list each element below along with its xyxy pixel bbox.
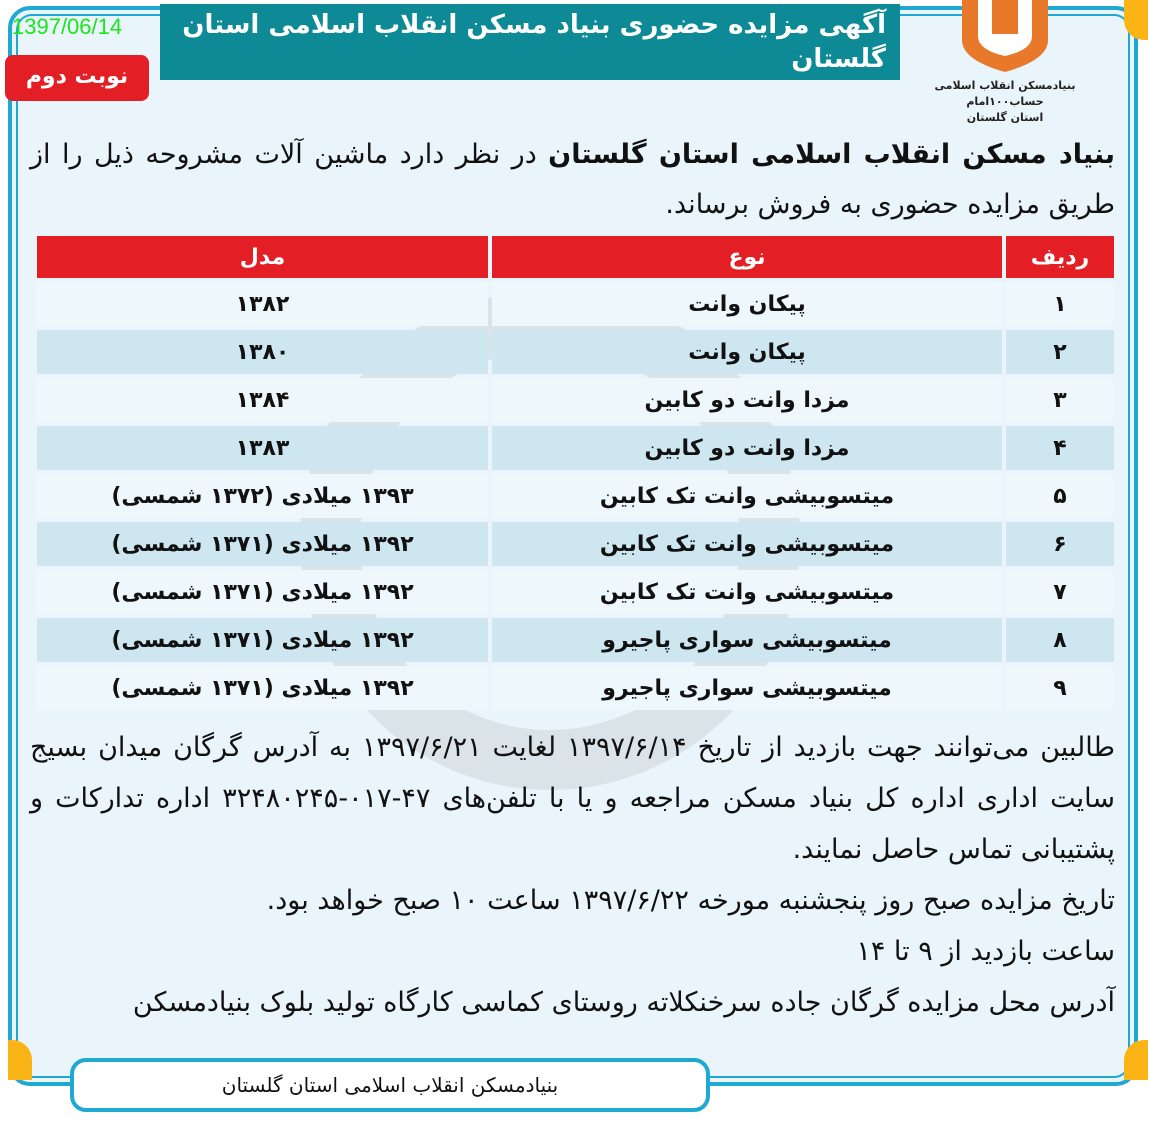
vehicle-model: ۱۳۹۲ میلادی (۱۳۷۱ شمسی) — [37, 618, 488, 662]
vehicle-type: پیکان وانت — [492, 282, 1002, 326]
vehicle-model: ۱۳۹۲ میلادی (۱۳۷۱ شمسی) — [37, 522, 488, 566]
table-row — [37, 378, 1114, 422]
vehicle-type: میتسوبیشی سواری پاجیرو — [492, 618, 1002, 662]
vehicle-model: ۱۳۹۳ میلادی (۱۳۷۲ شمسی) — [37, 474, 488, 518]
table-row — [37, 618, 1114, 662]
table-row — [37, 330, 1114, 374]
vehicle-model: ۱۳۸۳ — [37, 426, 488, 470]
round-badge: نوبت دوم — [5, 55, 149, 101]
logo-line: بنیادمسکن انقلاب اسلامی — [934, 79, 1076, 92]
vehicle-model: ۱۳۸۴ — [37, 378, 488, 422]
vehicle-type: میتسوبیشی وانت تک کابین — [492, 570, 1002, 614]
page-title: آگهی مزایده حضوری بنیاد مسکن انقلاب اسلامی استان گلستان — [160, 4, 900, 80]
row-number: ۴ — [1006, 426, 1114, 470]
vehicle-model: ۱۳۹۲ میلادی (۱۳۷۱ شمسی) — [37, 666, 488, 710]
table-row — [37, 282, 1114, 326]
logo-line: حساب۱۰۰امام — [966, 95, 1044, 108]
vehicle-type: مزدا وانت دو کابین — [492, 378, 1002, 422]
vehicle-model: ۱۳۹۲ میلادی (۱۳۷۱ شمسی) — [37, 570, 488, 614]
logo-caption — [930, 78, 1080, 126]
visit-info: طالبین می‌توانند جهت بازدید از تاریخ ۱۳۹۷/۶/۱۴ لغایت ۱۳۹۷/۶/۲۱ به آدرس گرگان میدان بسیج سایت اداری اداره کل بنیاد مسکن مراجعه و یا با تلفن‌های ۴۷-۰۱۷-۳۲۴۸۰۲۴۵ اداره تدارکات و پشتیبانی تماس حاصل نمایند. — [30, 732, 1115, 865]
header-row-number: ردیف — [1006, 236, 1114, 278]
header-model: مدل — [37, 236, 488, 278]
table-row — [37, 522, 1114, 566]
table-row — [37, 426, 1114, 470]
auction-address: آدرس محل مزایده گرگان جاده سرخنکلاته روستای کماسی کارگاه تولید بلوک بنیادمسکن — [132, 987, 1115, 1018]
row-number: ۱ — [1006, 282, 1114, 326]
row-number: ۵ — [1006, 474, 1114, 518]
vehicle-type: مزدا وانت دو کابین — [492, 426, 1002, 470]
bonyad-maskan-logo-icon — [950, 0, 1060, 72]
footer-signature: بنیادمسکن انقلاب اسلامی استان گلستان — [70, 1058, 710, 1112]
organization-name: بنیاد مسکن انقلاب اسلامی استان گلستان — [548, 139, 1116, 170]
logo-line: استان گلستان — [966, 111, 1044, 124]
table-row — [37, 666, 1114, 710]
vehicle-model: ۱۳۸۲ — [37, 282, 488, 326]
row-number: ۳ — [1006, 378, 1114, 422]
row-number: ۸ — [1006, 618, 1114, 662]
date-stamp: 1397/06/14 — [12, 14, 123, 39]
vehicle-type: میتسوبیشی سواری پاجیرو — [492, 666, 1002, 710]
intro-sentence: در نظر دارد ماشین آلات مشروحه ذیل را از طریق مزایده حضوری به فروش برساند. — [30, 139, 1115, 220]
row-number: ۹ — [1006, 666, 1114, 710]
table-row — [37, 570, 1114, 614]
visit-hours: ساعت بازدید از ۹ تا ۱۴ — [856, 936, 1115, 967]
header-type: نوع — [492, 236, 1002, 278]
details-text — [30, 722, 1115, 1028]
table-row — [37, 474, 1114, 518]
vehicle-type: میتسوبیشی وانت تک کابین — [492, 522, 1002, 566]
row-number: ۷ — [1006, 570, 1114, 614]
auction-date: تاریخ مزایده صبح روز پنجشنبه مورخه ۱۳۹۷/۶/۲۲ ساعت ۱۰ صبح خواهد بود. — [266, 885, 1115, 916]
vehicle-model: ۱۳۸۰ — [37, 330, 488, 374]
vehicles-table — [33, 232, 1118, 714]
vehicle-type: میتسوبیشی وانت تک کابین — [492, 474, 1002, 518]
row-number: ۶ — [1006, 522, 1114, 566]
row-number: ۲ — [1006, 330, 1114, 374]
vehicle-type: پیکان وانت — [492, 330, 1002, 374]
intro-text — [30, 130, 1115, 230]
